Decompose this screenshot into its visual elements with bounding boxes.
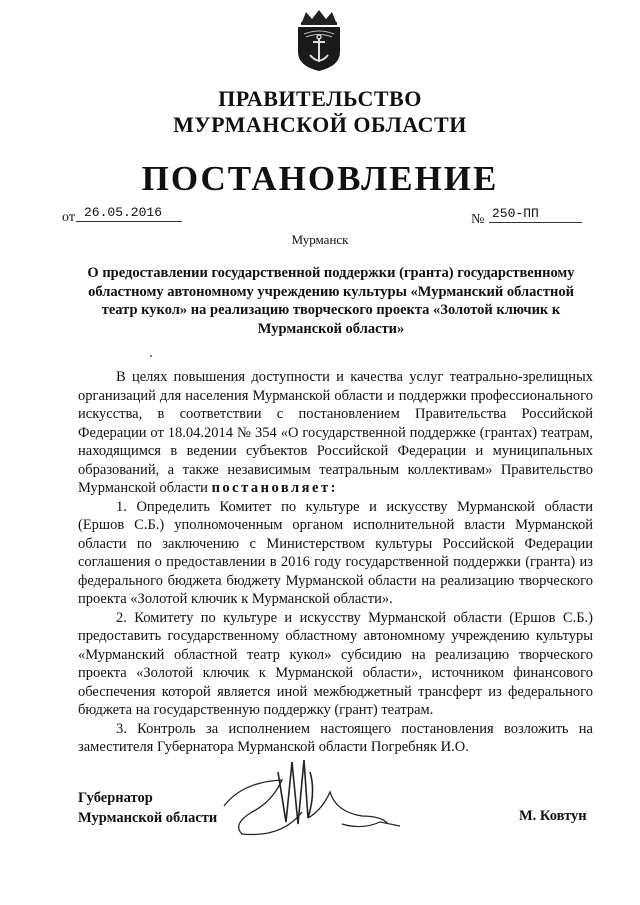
coat-of-arms-icon xyxy=(292,10,346,72)
stray-mark xyxy=(150,355,152,357)
clause-2: 2. Комитету по культуре и искусству Мурманской области (Ершов С.Б.) предоставить государственному областному автономному учреждению культуры «Мурманский областной театр кукол» субсидию на реализацию творческого проекта «Золотой ключик к Мурманской области», источником финансового обеспечения которой является иной межбюджетный трансферт из федерального бюджета на государственную поддержку (грант) театрам. xyxy=(78,609,593,718)
intro-paragraph xyxy=(78,368,593,498)
date-label: от xyxy=(62,210,75,225)
signatory-position-line1: Губернатор xyxy=(78,790,153,806)
document-city: Мурманск xyxy=(291,232,349,247)
clause-1: 1. Определить Комитет по культуре и искусству Мурманской области (Ершов С.Б.) уполномоченным органом исполнительной власти Мурманской области по заключению с Министерством культуры Российской Федерации соглашения о предоставлении в 2016 году государственной поддержки (гранта) из федерального бюджета бюджету Мурманской области на реализацию творческого проекта «Золотой ключик к Мурманской области». xyxy=(78,498,593,607)
signatory-name: М. Ковтун xyxy=(519,808,587,824)
government-name-line2: МУРМАНСКОЙ ОБЛАСТИ xyxy=(173,112,467,137)
signatory-position-line2: Мурманской области xyxy=(78,810,218,826)
document-number: 250-ПП xyxy=(489,206,582,223)
government-name-line1: ПРАВИТЕЛЬСТВО xyxy=(218,86,422,111)
intro-text: В целях повышения доступности и качества услуг театрально-зрелищных организаций для населения Мурманской области и поддержки профессионального искусства, в соответствии с постановлением Правительства Российской Федерации от 18.04.2014 № 354 «О государственной поддержке (грантах) театрам, находящимся в ведении субъектов Российской Федерации и муниципальных образований, а также независимым театральным коллективам» Правительство Мурманской области xyxy=(78,369,593,496)
resolves-word: постановляет: xyxy=(211,480,338,496)
signatory-position xyxy=(78,788,217,828)
document-body xyxy=(78,368,593,757)
document-type: ПОСТАНОВЛЕНИЕ xyxy=(141,159,499,198)
document-date: 26.05.2016 xyxy=(76,205,182,222)
clause-3: 3. Контроль за исполнением настоящего постановления возложить на заместителя Губернатора Мурманской области Погребняк И.О. xyxy=(78,720,593,755)
number-label: № xyxy=(471,212,485,227)
document-title: О предоставлении государственной поддержки (гранта) государственному областному автономному учреждению культуры «Мурманский областной театр кукол» на реализацию творческого проекта «Золотой ключик к Мурманской области» xyxy=(87,265,575,337)
handwritten-signature xyxy=(212,752,412,862)
